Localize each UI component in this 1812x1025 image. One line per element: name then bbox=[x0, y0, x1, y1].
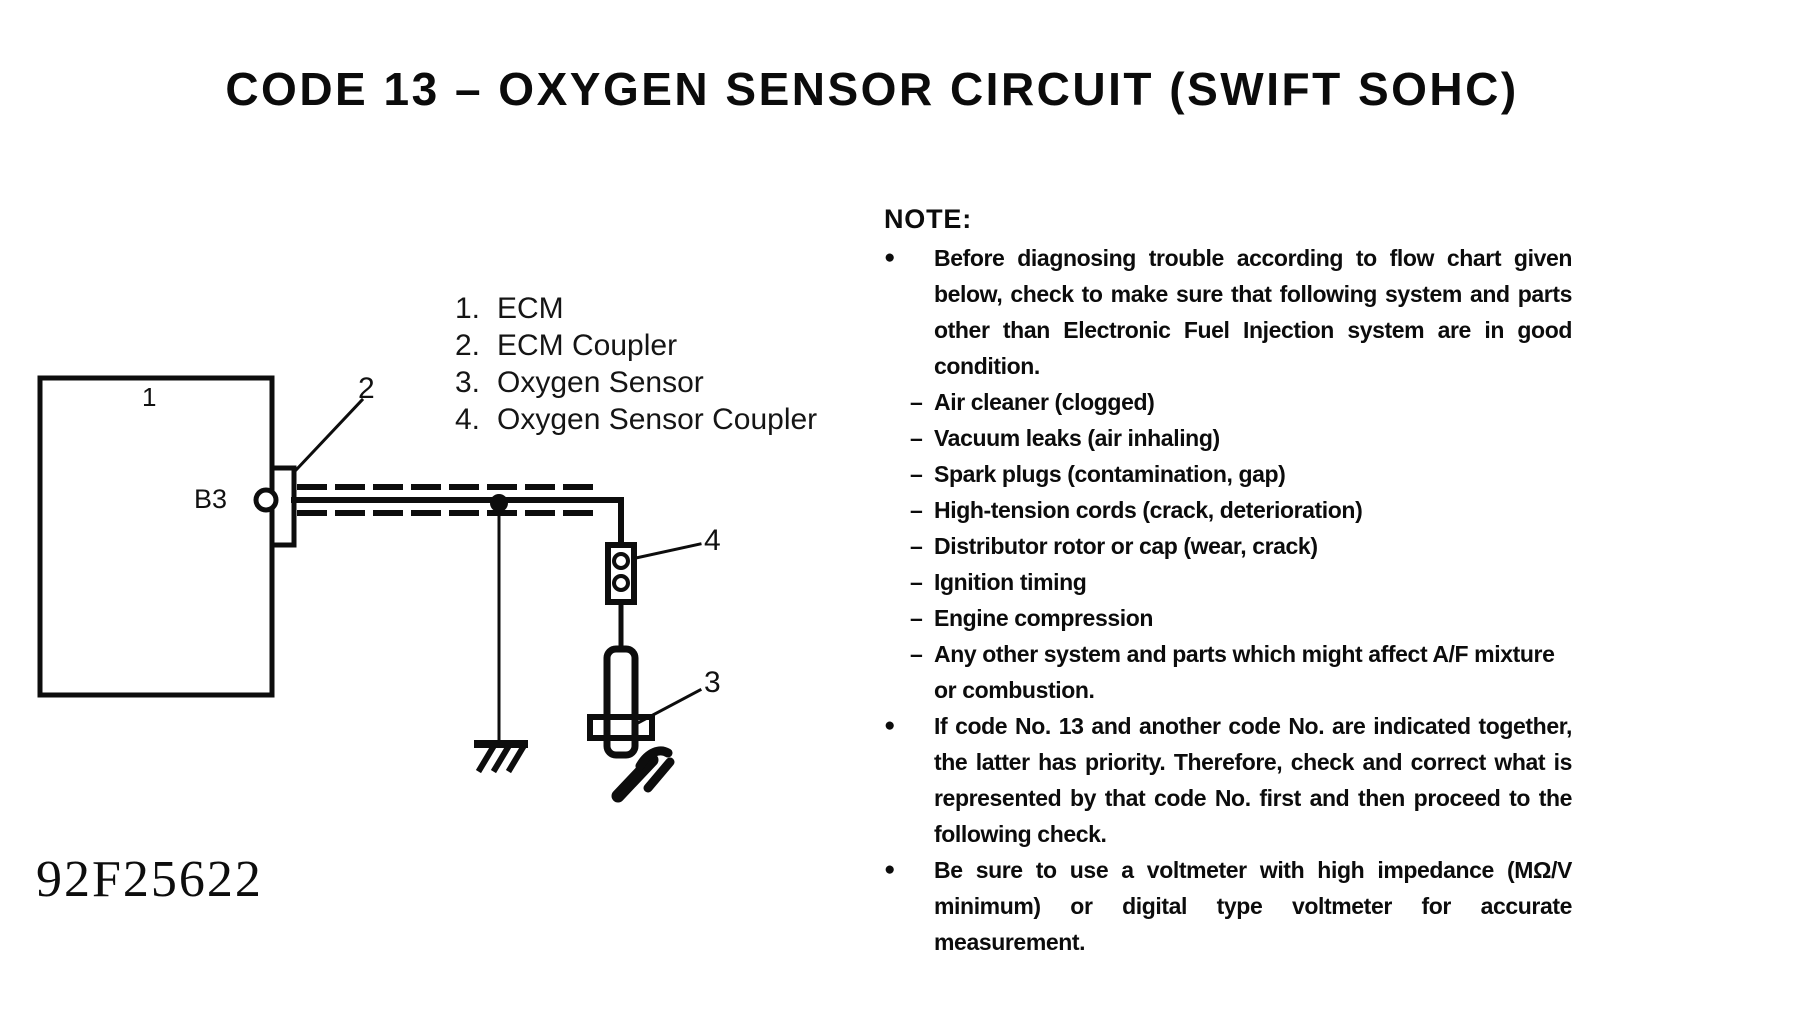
note-subitem: – Spark plugs (contamination, gap) bbox=[884, 456, 1572, 492]
note-bullet-2 bbox=[884, 708, 1572, 852]
ground-symbol bbox=[478, 744, 524, 769]
callout-2-label: 2 bbox=[358, 372, 375, 405]
dash-icon: – bbox=[910, 533, 923, 559]
note-subitem: – Vacuum leaks (air inhaling) bbox=[884, 420, 1572, 456]
note-section bbox=[884, 198, 1572, 960]
bullet-icon: ● bbox=[884, 247, 896, 268]
dash-icon: – bbox=[910, 497, 923, 523]
ecm-pin-label: B3 bbox=[194, 484, 228, 514]
dash-icon: – bbox=[910, 461, 923, 487]
dash-icon: – bbox=[910, 425, 923, 451]
ecm-box-shape bbox=[40, 378, 272, 695]
note-subitem: – Engine compression bbox=[884, 600, 1572, 636]
legend-item: 2. ECM Coupler bbox=[455, 329, 678, 362]
diagram-legend bbox=[455, 290, 817, 438]
legend-item: 4. Oxygen Sensor Coupler bbox=[455, 403, 818, 436]
note-heading: NOTE: bbox=[884, 204, 972, 234]
note-subitem: – Air cleaner (clogged) bbox=[884, 384, 1572, 420]
leader-line-4 bbox=[636, 544, 700, 558]
legend-item: 1. ECM bbox=[455, 292, 564, 325]
note-bullet-3 bbox=[884, 852, 1572, 960]
leader-line-3 bbox=[636, 690, 700, 724]
callout-4-label: 4 bbox=[704, 524, 721, 557]
callout-3-label: 3 bbox=[704, 666, 721, 699]
note-subitem: – Ignition timing bbox=[884, 564, 1572, 600]
legend-item: 3. Oxygen Sensor bbox=[455, 366, 704, 399]
note-bullet-2-text: If code No. 13 and another code No. are indicated together, the latter has priority. Therefore, check and correct what is represented by that code No. first and then proceed to the following check. bbox=[934, 713, 1572, 847]
figure-code: 92F25622 bbox=[36, 851, 263, 908]
leader-line-2 bbox=[296, 400, 362, 470]
note-bullet-3-text: Be sure to use a voltmeter with high impedance (MΩ/V minimum) or digital type voltmeter for accurate measurement. bbox=[934, 857, 1572, 955]
dash-icon: – bbox=[910, 641, 923, 667]
page-title: CODE 13 – OXYGEN SENSOR CIRCUIT (SWIFT SOHC) bbox=[225, 63, 1519, 115]
dash-icon: – bbox=[910, 605, 923, 631]
note-bullet-1 bbox=[884, 240, 1572, 384]
wire-solid bbox=[294, 500, 621, 545]
dash-icon: – bbox=[910, 389, 923, 415]
ecm-pin-b3-terminal bbox=[256, 490, 276, 510]
ecm-box-label: 1 bbox=[142, 382, 157, 412]
note-subitem: – Distributor rotor or cap (wear, crack) bbox=[884, 528, 1572, 564]
oxygen-sensor-coupler-shape bbox=[608, 545, 634, 602]
note-subitem: – High-tension cords (crack, deterioration) bbox=[884, 492, 1572, 528]
dash-icon: – bbox=[910, 569, 923, 595]
bullet-icon: ● bbox=[884, 715, 896, 736]
bullet-icon: ● bbox=[884, 859, 896, 880]
note-subitem: – Any other system and parts which might affect A/F mixture or combustion. bbox=[884, 636, 1572, 708]
note-bullet-1-text: Before diagnosing trouble according to flow chart given below, check to make sure that following system and parts other than Electronic Fuel Injection system are in good condition. bbox=[934, 245, 1572, 379]
